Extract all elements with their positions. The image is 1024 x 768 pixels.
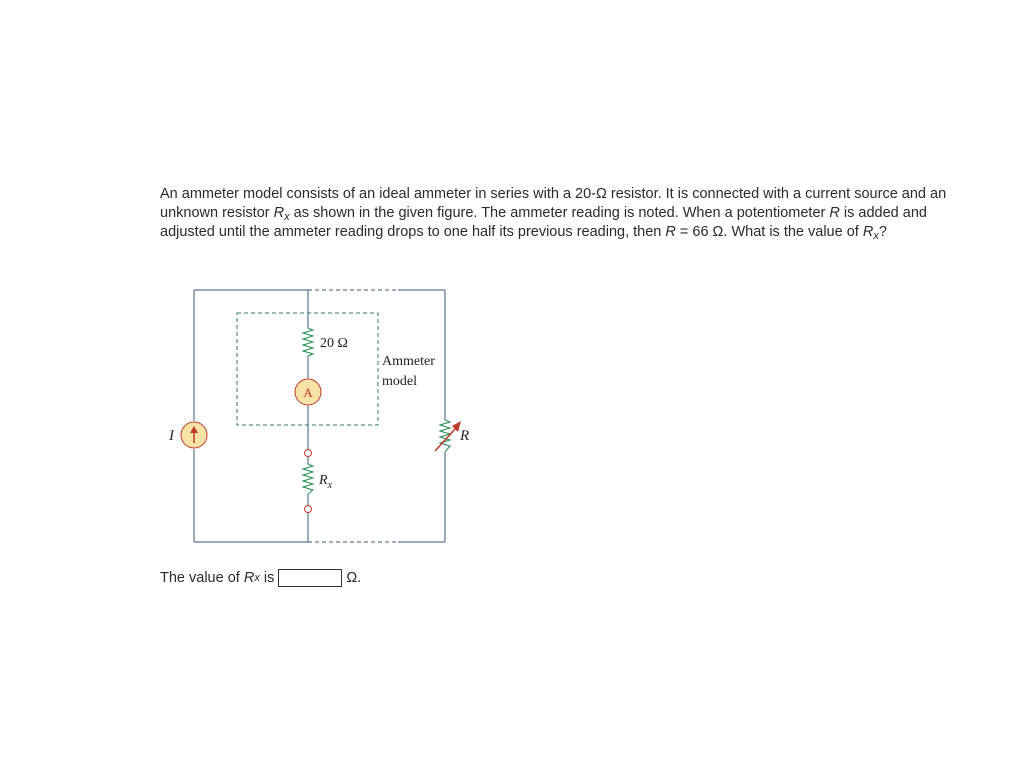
circuit-diagram (160, 280, 470, 555)
rx-sub: x (284, 211, 290, 223)
potentiometer-arrow-line (435, 428, 456, 451)
question-paragraph (160, 185, 980, 242)
resistor-20-ohm (303, 328, 313, 356)
answer-prefix: The value of (160, 570, 244, 586)
circuit-wires (194, 290, 445, 542)
question-seg3: is added and adjusted until the ammeter reading drops to one half its previous reading, then (160, 205, 927, 240)
answer-row: The value of R x is Ω. (160, 567, 361, 589)
rx-label (318, 473, 333, 491)
rx-var: R (273, 205, 285, 221)
question-seg2: as shown in the given figure. The ammeter reading is noted. When a potentiometer (289, 205, 830, 221)
question-seg1: An ammeter model consists of an ideal ammeter in series with a 20-Ω resistor. It is connected with a current source and an unknown resistor (160, 186, 947, 221)
answer-unit: Ω. (346, 570, 362, 586)
rx-terminal-bottom (305, 506, 312, 513)
r-var: R (829, 205, 840, 221)
open-branch-dashes (308, 290, 398, 542)
ammeter-symbol: A (303, 385, 313, 400)
resistor-rx (303, 464, 313, 494)
answer-var: R (243, 570, 255, 586)
question-seg5: ? (878, 224, 887, 240)
ammeter-model-label-2: model (382, 374, 417, 389)
answer-mid: is (259, 570, 275, 586)
question-seg4: = 66 Ω. What is the value of (675, 224, 863, 240)
rx-label-var: R (319, 473, 328, 488)
question-text (160, 185, 980, 242)
rx-var-2: R (862, 224, 874, 240)
circuit-figure (160, 280, 470, 555)
resistor-20-ohm-label: 20 Ω (320, 336, 348, 351)
current-source-label: I (169, 428, 174, 444)
rx-terminal-top (305, 450, 312, 457)
potentiometer-label: R (460, 428, 470, 444)
answer-input[interactable] (278, 569, 342, 587)
rx-label-sub: x (327, 480, 333, 491)
ammeter-model-label-1: Ammeter (382, 354, 435, 369)
rx-sub-2: x (873, 230, 879, 242)
r-var-2: R (665, 224, 676, 240)
